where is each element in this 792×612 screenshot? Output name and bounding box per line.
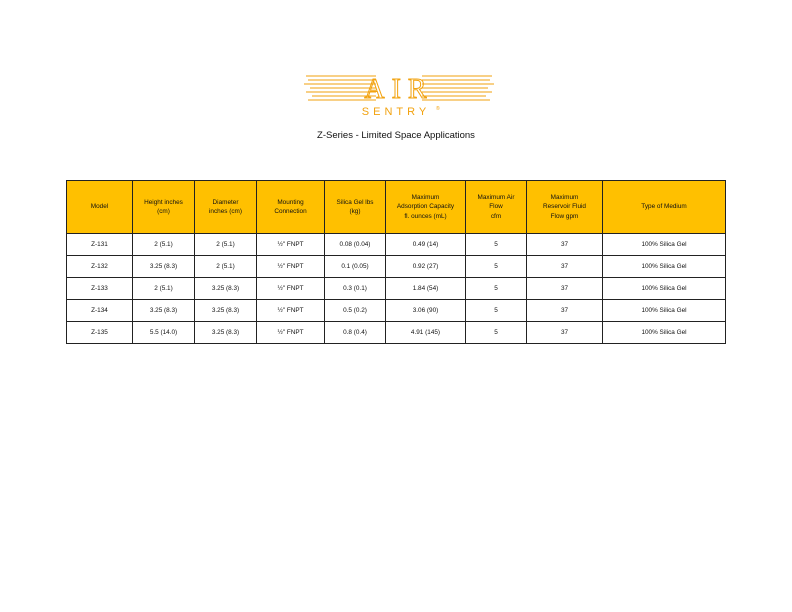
table-cell: Z-131 [67, 234, 133, 256]
column-header-line: Adsorption Capacity [396, 203, 455, 211]
table-cell: 3.06 (90) [386, 300, 466, 322]
column-header-line: Maximum [550, 194, 579, 202]
table-cell: 3.25 (8.3) [133, 300, 195, 322]
column-header [257, 181, 325, 234]
column-header-line: Connection [274, 208, 307, 215]
column-header [325, 181, 386, 234]
table-cell: 3.25 (8.3) [195, 300, 257, 322]
column-header-line: (kg) [349, 208, 361, 215]
column-header [133, 181, 195, 234]
column-header-line: Flow gpm [550, 212, 579, 220]
table-cell: 100% Silica Gel [603, 300, 726, 322]
column-header-line: Reservoir Fluid [543, 203, 586, 211]
table-cell: 100% Silica Gel [603, 278, 726, 300]
table-cell: Z-132 [67, 256, 133, 278]
table-cell: 0.1 (0.05) [325, 256, 386, 278]
table-cell: 5 [466, 234, 527, 256]
table-cell: 1.84 (54) [386, 278, 466, 300]
table-cell: ½" FNPT [257, 300, 325, 322]
column-header-line: fl. ounces (mL) [404, 212, 447, 220]
table-cell: 100% Silica Gel [603, 256, 726, 278]
table-cell: Z-134 [67, 300, 133, 322]
logo-registered-mark: ® [436, 106, 440, 112]
table-cell: 0.3 (0.1) [325, 278, 386, 300]
table-cell: 0.08 (0.04) [325, 234, 386, 256]
table-cell: 100% Silica Gel [603, 322, 726, 344]
page-title: Z-Series - Limited Space Applications [317, 130, 475, 141]
air-sentry-logo [300, 68, 500, 120]
table-cell: ½" FNPT [257, 322, 325, 344]
column-header [195, 181, 257, 234]
column-header-line: Maximum [411, 194, 440, 202]
table-cell: ½" FNPT [257, 256, 325, 278]
table-cell: 5 [466, 322, 527, 344]
table-cell: 100% Silica Gel [603, 234, 726, 256]
column-header [67, 181, 133, 234]
column-header-line: Mounting [277, 198, 304, 206]
table-cell: 0.49 (14) [386, 234, 466, 256]
table-cell: ½" FNPT [257, 278, 325, 300]
table-cell: 2 (5.1) [195, 234, 257, 256]
table-row [67, 322, 726, 344]
column-header-line: Height inches [144, 198, 183, 206]
table-cell: 4.91 (145) [386, 322, 466, 344]
table-cell: 2 (5.1) [133, 278, 195, 300]
table-cell: 5 [466, 300, 527, 322]
table-cell: 0.8 (0.4) [325, 322, 386, 344]
column-header-line: cfm [490, 212, 502, 220]
table-row [67, 256, 726, 278]
logo-brand-sentry: SENTRY [361, 106, 431, 118]
column-header-line: inches (cm) [208, 208, 243, 215]
column-header [466, 181, 527, 234]
table-cell: 0.5 (0.2) [325, 300, 386, 322]
column-header [386, 181, 466, 234]
table-cell: 37 [527, 278, 603, 300]
table-cell: 37 [527, 256, 603, 278]
column-header [527, 181, 603, 234]
table-cell: 3.25 (8.3) [195, 278, 257, 300]
table-cell: 37 [527, 234, 603, 256]
table-row [67, 300, 726, 322]
table-cell: 5.5 (14.0) [133, 322, 195, 344]
spec-table [66, 180, 726, 344]
table-cell: 37 [527, 322, 603, 344]
table-cell: Z-135 [67, 322, 133, 344]
column-header-line: Maximum Air [477, 194, 515, 202]
column-header-line: Model [90, 203, 109, 211]
table-cell: 0.92 (27) [386, 256, 466, 278]
column-header-line: Flow [489, 203, 503, 211]
table-cell: 3.25 (8.3) [195, 322, 257, 344]
table-cell: 2 (5.1) [133, 234, 195, 256]
table-cell: ½" FNPT [257, 234, 325, 256]
column-header-line: Type of Medium [641, 203, 687, 211]
column-header-line: Diameter [212, 198, 239, 206]
table-cell: 2 (5.1) [195, 256, 257, 278]
table-cell: Z-133 [67, 278, 133, 300]
table-cell: 5 [466, 278, 527, 300]
table-cell: 3.25 (8.3) [133, 256, 195, 278]
column-header-line: (cm) [157, 208, 170, 215]
column-header-line: Silica Gel lbs [336, 198, 374, 206]
table-cell: 5 [466, 256, 527, 278]
column-header [603, 181, 726, 234]
logo-brand-air: AIR [364, 74, 434, 105]
table-row [67, 234, 726, 256]
table-row [67, 278, 726, 300]
header-row [67, 181, 726, 234]
table-cell: 37 [527, 300, 603, 322]
